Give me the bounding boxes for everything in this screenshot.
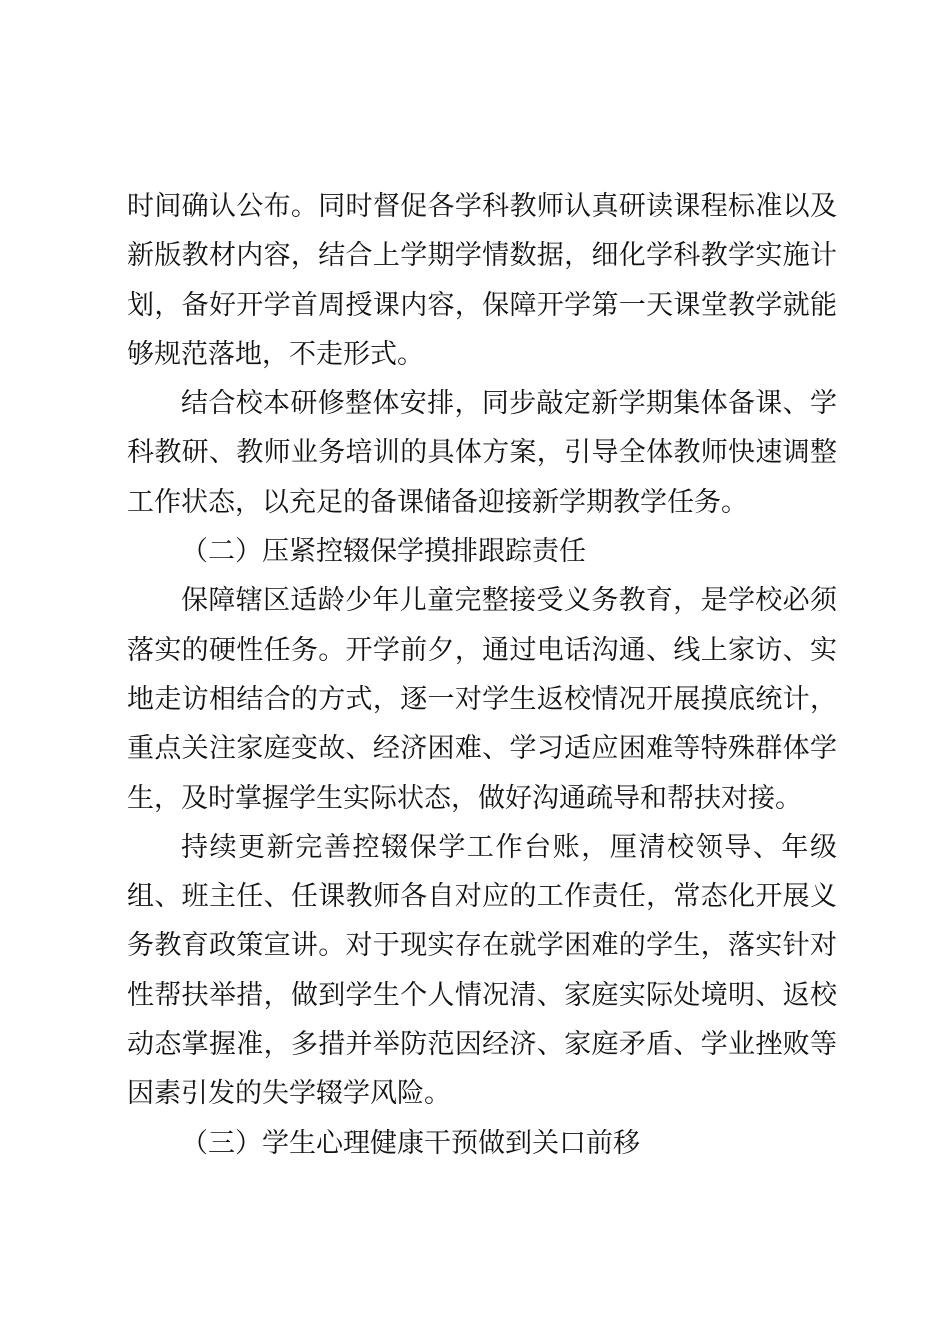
section-heading: （三）学生心理健康干预做到关口前移 [181, 1127, 640, 1159]
paragraph-continuation: 时间确认公布。同时督促各学科教师认真研读课程标准以及新版教材内容，结合上学期学情数据，细化学科教学实施计划，备好开学首周授课内容，保障开学第一天课堂教学就能够规范落地，不走形式。 [127, 191, 837, 370]
section-heading: （二）压紧控辍保学摸排跟踪责任 [181, 536, 586, 568]
paragraph: 持续更新完善控辍保学工作台账，厘清校领导、年级组、班主任、任课教师各自对应的工作责任，常态化开展义务教育政策宣讲。对于现实存在就学困难的学生，落实针对性帮扶举措，做到学生个人情况清、家庭实际处境明、返校动态掌握准，多措并举防范因经济、家庭矛盾、学业挫败等因素引发的失学辍学风险。 [127, 831, 837, 1110]
document-body [127, 182, 837, 1168]
paragraph: 保障辖区适龄少年儿童完整接受义务教育，是学校必须落实的硬性任务。开学前夕，通过电话沟通、线上家访、实地走访相结合的方式，逐一对学生返校情况开展摸底统计，重点关注家庭变故、经济困难、学习适应困难等特殊群体学生，及时掌握学生实际状态，做好沟通疏导和帮扶对接。 [127, 585, 837, 814]
paragraph: 结合校本研修整体安排，同步敲定新学期集体备课、学科教研、教师业务培训的具体方案，引导全体教师快速调整工作状态，以充足的备课储备迎接新学期教学任务。 [127, 388, 837, 518]
